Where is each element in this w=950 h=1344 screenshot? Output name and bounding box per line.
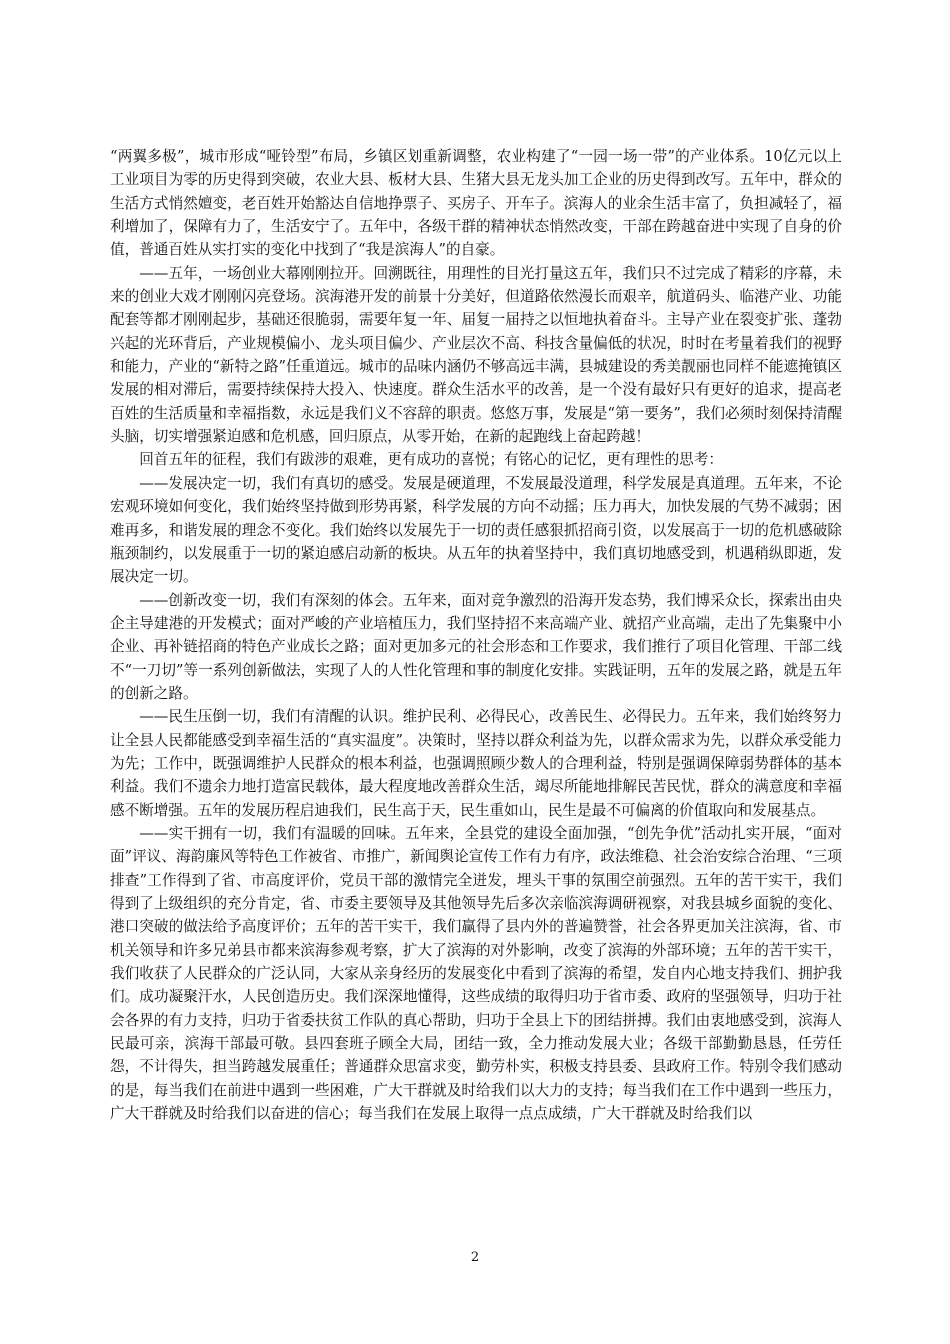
paragraph-review-intro: 回首五年的征程，我们有跋涉的艰难，更有成功的喜悦；有铭心的记忆，更有理性的思考： xyxy=(139,451,723,469)
paragraph-continuation: “两翼多极”，城市形成“哑铃型”布局，乡镇区划重新调整，农业构建了“一园一场一带”的产业体系。10亿元以上工业项目为零的历史得到突破，农业大县、板材大县、生猪大县无龙头加工企业的历史得到改写。五年中，群众的生活方式悄然嬗变，老百姓开始豁达自信地挣票子、买房子、开车子。滨海人的业余生活丰富了，负担减轻了，福利增加了，保障有力了，生活安宁了。五年中，各级干群的精神状态悄然改变，干部在跨越奋进中实现了自身的价值，普通百姓从实打实的变化中找到了“我是滨海人”的自豪。 xyxy=(110,148,842,259)
paragraph-hard-work: ——实干拥有一切，我们有温暖的回味。五年来，全县党的建设全面加强，“创先争优”活动扎实开展，“面对面”评议、海韵廉风等特色工作被省、市推广，新闻舆论宣传工作有力有序，政法维稳、社会治安综合治理、“三项排查”工作得到了省、市高度评价，党员干部的激情完全迸发，埋头干事的氛围空前强烈。五年的苦干实干，我们得到了上级组织的充分肯定，省、市委主要领导及其他领导先后多次亲临滨海调研视察，对我县城乡面貌的变化、港口突破的做法给予高度评价；五年的苦干实干，我们赢得了县内外的普遍赞誉，社会各界更加关注滨海，省、市机关领导和许多兄弟县市都来滨海参观考察，扩大了滨海的对外影响，改变了滨海的外部环境；五年的苦干实干，我们收获了人民群众的广泛认同，大家从亲身经历的发展变化中看到了滨海的希望，发自内心地支持我们、拥护我们。成功凝聚汗水，人民创造历史。我们深深地懂得，这些成绩的取得归功于省市委、政府的坚强领导，归功于社会各界的有力支持，归功于省委扶贫工作队的真心帮助，归功于全县上下的团结拼搏。我们由衷地感受到，滨海人民最可亲，滨海干部最可敬。县四套班子顾全大局，团结一致，全力推动发展大业；各级干部勤勤恳恳，任劳任怨，不计得失，担当跨越发展重任；普通群众思富求变，勤劳朴实，积极支持县委、县政府工作。特别令我们感动的是，每当我们在前进中遇到一些困难，广大干群就及时给我们以大力的支持；每当我们在工作中遇到一些压力，广大干群就及时给我们以奋进的信心；每当我们在发展上取得一点点成绩，广大干群就及时给我们以 xyxy=(110,824,842,1123)
paragraph-livelihood: ——民生压倒一切，我们有清醒的认识。维护民利、必得民心，改善民生、必得民力。五年来，我们始终努力让全县人民都能感受到幸福生活的“真实温度”。决策时，坚持以群众利益为先，以群众需求为先，以群众承受能力为先；工作中，既强调维护人民群众的根本利益，也强调照顾少数人的合理利益，特别是强调保障弱势群体的基本利益。我们不遗余力地打造富民载体，最大程度地改善群众生活，竭尽所能地排解民苦民忧，群众的满意度和幸福感不断增强。五年的发展历程启迪我们，民生高于天，民生重如山，民生是最不可偏离的价值取向和发展基点。 xyxy=(110,708,842,819)
paragraph-entrepreneurship: ——五年，一场创业大幕刚刚拉开。回溯既往，用理性的目光打量这五年，我们只不过完成了精彩的序幕，未来的创业大戏才刚刚闪亮登场。滨海港开发的前景十分美好，但道路依然漫长而艰辛，航道码头、临港产业、功能配套等都才刚刚起步，基础还很脆弱，需要年复一年、届复一届持之以恒地执着奋斗。主导产业在裂变扩张、蓬勃兴起的光环背后，产业规模偏小、龙头项目偏少、产业层次不高、科技含量偏低的状况，时时在考量着我们的视野和能力，产业的“新特之路”任重道远。城市的品味内涵仍不够高远丰满，县城建设的秀美靓丽也同样不能遮掩镇区发展的相对滞后，需要持续保持大投入、快速度。群众生活水平的改善，是一个没有最好只有更好的追求，提高老百姓的生活质量和幸福指数，永远是我们义不容辞的职责。悠悠万事，发展是“第一要务”，我们必须时刻保持清醒头脑，切实增强紧迫感和危机感，回归原点，从零开始，在新的起跑线上奋起跨越！ xyxy=(110,264,842,446)
page-number: 2 xyxy=(470,1250,480,1265)
paragraph-innovation: ——创新改变一切，我们有深刻的体会。五年来，面对竞争激烈的沿海开发态势，我们博采众长，探索出由央企主导建港的开发模式；面对严峻的产业培植压力，我们坚持招不来高端产业、就招产业高端，走出了先集聚中小企业、再补链招商的特色产业成长之路；面对更加多元的社会形态和工作要求，我们推行了项目化管理、干部二线不“一刀切”等一系列创新做法，实现了人的人性化管理和事的制度化安排。实践证明，五年的发展之路，就是五年的创新之路。 xyxy=(110,591,842,702)
document-body xyxy=(110,145,842,1125)
paragraph-development: ——发展决定一切，我们有真切的感受。发展是硬道理，不发展最没道理，科学发展是真道理。五年来，不论宏观环境如何变化，我们始终坚持做到形势再紧，科学发展的方向不动摇；压力再大，加快发展的气势不减弱；困难再多，和谐发展的理念不变化。我们始终以发展先于一切的责任感狠抓招商引资，以发展高于一切的危机感破除瓶颈制约，以发展重于一切的紧迫感启动新的板块。从五年的执着坚持中，我们真切地感受到，机遇稍纵即逝，发展决定一切。 xyxy=(110,474,842,586)
